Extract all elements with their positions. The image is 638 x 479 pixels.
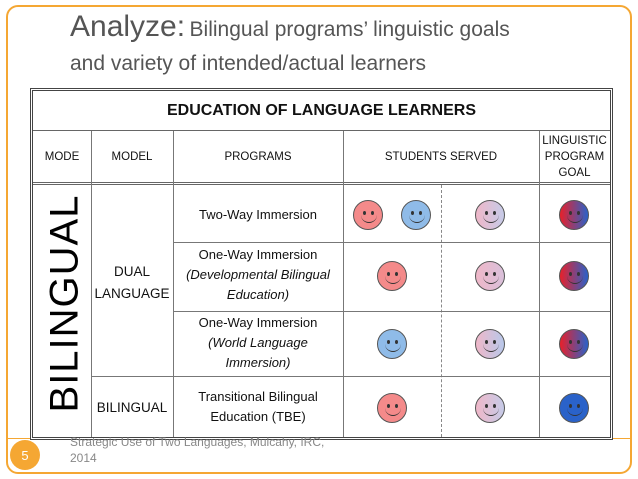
citation	[70, 434, 370, 466]
smiley-face-blue-icon	[401, 200, 431, 230]
col-divider	[343, 131, 344, 437]
program-line: Immersion)	[225, 355, 291, 370]
model-dual-line1: DUAL	[113, 264, 150, 279]
program-tbe	[173, 387, 343, 427]
header-goal-line1: LINGUISTIC	[542, 134, 607, 147]
citation-line2: 2014	[70, 451, 97, 465]
row-divider	[91, 376, 610, 377]
mode-cell	[41, 194, 89, 412]
program-two-way: Two-Way Immersion	[199, 207, 317, 222]
header-programs: PROGRAMS	[224, 150, 292, 163]
header-divider	[33, 182, 610, 185]
program-line: One-Way Immersion	[198, 247, 318, 262]
header-goal-line3: GOAL	[558, 166, 591, 179]
mode-bilingual: BILINGUAL	[42, 194, 87, 412]
smiley-face-mixed-icon	[475, 329, 505, 359]
header-mode: MODE	[44, 150, 80, 163]
smiley-face-goal-bilingual-icon	[559, 329, 589, 359]
education-table	[30, 88, 613, 440]
title-line2: and variety of intended/actual learners	[70, 52, 427, 75]
header-linguistic-goal	[539, 131, 610, 182]
col-divider	[539, 131, 540, 437]
smiley-face-blue-icon	[377, 329, 407, 359]
program-line: (World Language	[208, 335, 308, 350]
table-title: EDUCATION OF LANGUAGE LEARNERS	[33, 91, 610, 131]
header-students-served: STUDENTS SERVED	[384, 150, 498, 163]
model-dual-language	[91, 261, 173, 305]
program-line: Education)	[226, 287, 290, 302]
program-line: One-Way Immersion	[198, 315, 318, 330]
smiley-face-mixed-icon	[475, 393, 505, 423]
row-divider	[173, 311, 610, 312]
model-dual-line2: LANGUAGE	[94, 286, 170, 301]
program-line: Transitional Bilingual	[198, 389, 318, 404]
smiley-face-goal-blue-icon	[559, 393, 589, 423]
citation-line1: Strategic Use of Two Languages, Mulcahy, IRC,	[70, 435, 325, 449]
smiley-face-pink-icon	[353, 200, 383, 230]
header-goal-line2: PROGRAM	[544, 150, 605, 163]
row-divider	[173, 242, 610, 243]
title-line1: Bilingual programs’ linguistic goals	[189, 18, 510, 41]
page-number-badge: 5	[10, 440, 40, 470]
model-bilingual: BILINGUAL	[96, 400, 168, 415]
program-one-way-developmental	[173, 245, 343, 305]
smiley-face-mixed-icon	[475, 200, 505, 230]
smiley-face-pink-icon	[377, 393, 407, 423]
smiley-face-mixed-icon	[475, 261, 505, 291]
title-analyze: Analyze:	[70, 10, 186, 43]
smiley-face-pink-icon	[377, 261, 407, 291]
program-line: Education (TBE)	[210, 409, 306, 424]
program-line: (Developmental Bilingual	[186, 267, 330, 282]
smiley-face-goal-bilingual-icon	[559, 200, 589, 230]
header-model: MODEL	[111, 150, 153, 163]
slide-title	[70, 10, 630, 79]
program-one-way-world-language	[173, 313, 343, 373]
smiley-face-goal-bilingual-icon	[559, 261, 589, 291]
